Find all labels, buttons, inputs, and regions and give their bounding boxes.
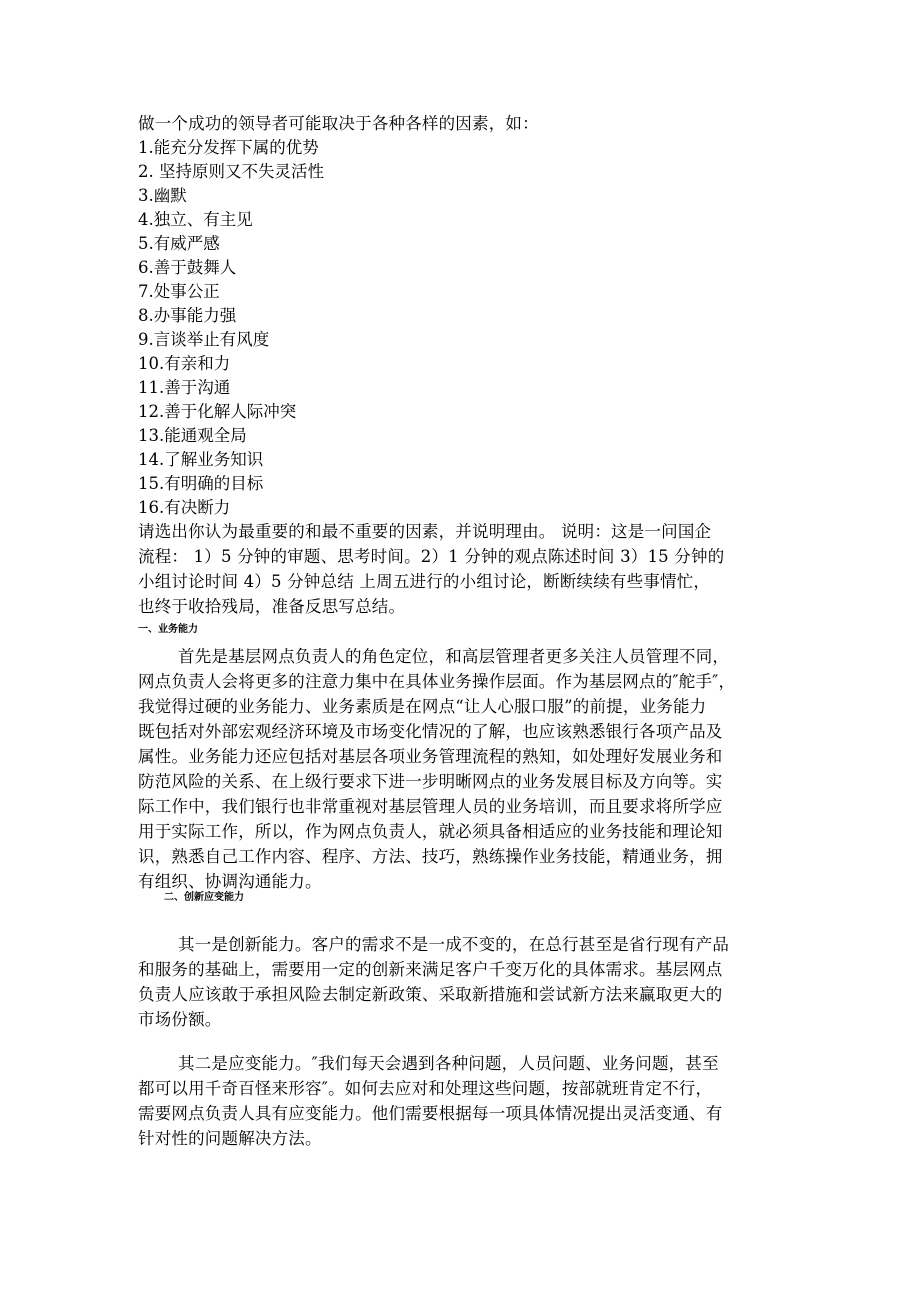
intro-text: 做一个成功的领导者可能取决于各种各样的因素，如： <box>138 114 539 133</box>
list-item: 8.办事能力强 <box>138 306 237 325</box>
paragraph-line: 其二是应变能力。″我们每天会遇到各种问题，人员问题、业务问题，甚至 <box>178 1054 719 1073</box>
paragraph-line: 需要网点负责人具有应变能力。他们需要根据每一项具体情况提出灵活变通、有 <box>138 1104 723 1123</box>
list-item: 13.能通观全局 <box>138 426 247 445</box>
list-item: 9.言谈举止有风度 <box>138 330 270 349</box>
paragraph-line: 小组讨论时间 4）5 分钟总结 上周五进行的小组讨论，断断续续有些事情忙， <box>138 572 711 591</box>
paragraph-line: 有组织、协调沟通能力。 <box>138 872 322 891</box>
paragraph-line: 防范风险的关系、在上级行要求下进一步明晰网点的业务发展目标及方向等。实 <box>138 772 723 791</box>
list-item: 2. 坚持原则又不失灵活性 <box>138 162 324 181</box>
paragraph-line: 都可以用千奇百怪来形容″。如何去应对和处理这些问题，按部就班肯定不行， <box>138 1079 713 1098</box>
list-item: 11.善于沟通 <box>138 378 231 397</box>
list-item: 15.有明确的目标 <box>138 474 264 493</box>
paragraph-line: 网点负责人会将更多的注意力集中在具体业务操作层面。作为基层网点的″舵手″， <box>138 672 736 691</box>
section-heading-innovation: 二、创新应变能力 <box>164 892 244 903</box>
paragraph-line: 针对性的问题解决方法。 <box>138 1129 322 1148</box>
paragraph-line: 首先是基层网点负责人的角色定位，和高层管理者更多关注人员管理不同， <box>178 647 730 666</box>
list-item: 10.有亲和力 <box>138 354 231 373</box>
paragraph-line: 请选出你认为最重要的和最不重要的因素，并说明理由。 说明：这是一问国企 <box>138 522 712 541</box>
paragraph-line: 负责人应该敢于承担风险去制定新政策、采取新措施和尝试新方法来赢取更大的 <box>138 985 723 1004</box>
paragraph-line: 和服务的基础上，需要用一定的创新来满足客户千变万化的具体需求。基层网点 <box>138 960 723 979</box>
paragraph-line: 市场份额。 <box>138 1010 222 1029</box>
list-item: 3.幽默 <box>138 186 187 205</box>
paragraph-line: 识，熟悉自己工作内容、程序、方法、技巧，熟练操作业务技能，精通业务，拥 <box>138 847 723 866</box>
paragraph-line: 用于实际工作，所以，作为网点负责人，就必须具备相适应的业务技能和理论知 <box>138 822 723 841</box>
list-item: 12.善于化解人际冲突 <box>138 402 297 421</box>
paragraph-line: 属性。业务能力还应包括对基层各项业务管理流程的熟知，如处理好发展业务和 <box>138 747 723 766</box>
paragraph-line: 既包括对外部宏观经济环境及市场变化情况的了解，也应该熟悉银行各项产品及 <box>138 722 723 741</box>
list-item: 6.善于鼓舞人 <box>138 258 237 277</box>
list-item: 1.能充分发挥下属的优势 <box>138 138 319 157</box>
section-heading-business: 一、业务能力 <box>138 624 198 635</box>
list-item: 14.了解业务知识 <box>138 450 264 469</box>
paragraph-line: 其一是创新能力。客户的需求不是一成不变的，在总行甚至是省行现有产品 <box>178 935 730 954</box>
paragraph-line: 我觉得过硬的业务能力、业务素质是在网点“让人心服口服”的前提，业务能力 <box>138 697 707 716</box>
list-item: 7.处事公正 <box>138 282 220 301</box>
paragraph-line: 流程： 1）5 分钟的审题、思考时间。2）1 分钟的观点陈述时间 3）15 分钟的 <box>138 547 725 566</box>
paragraph-line: 也终于收拾残局，准备反思写总结。 <box>138 597 406 616</box>
paragraph-line: 际工作中，我们银行也非常重视对基层管理人员的业务培训，而且要求将所学应 <box>138 797 723 816</box>
list-item: 4.独立、有主见 <box>138 210 253 229</box>
list-item: 16.有决断力 <box>138 498 231 517</box>
list-item: 5.有威严感 <box>138 234 220 253</box>
